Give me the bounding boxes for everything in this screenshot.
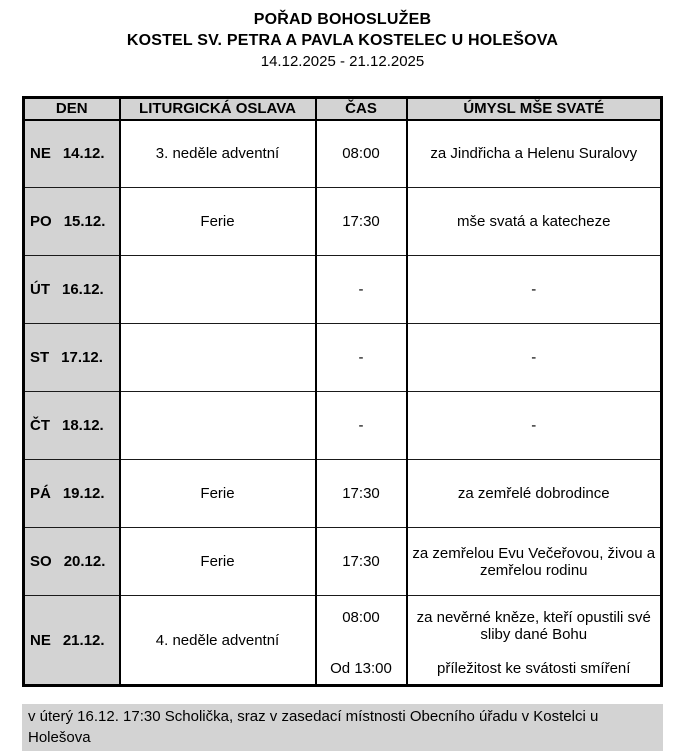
celebration-cell: 3. neděle adventní — [120, 120, 316, 188]
day-cell — [24, 256, 120, 324]
celebration-cell: Ferie — [120, 188, 316, 256]
intention-cell: - — [407, 324, 662, 392]
table-row-ne-14 — [24, 120, 662, 188]
day-abbr: NE — [30, 631, 51, 649]
time-cell — [316, 596, 407, 686]
day-date: 20.12. — [63, 553, 106, 570]
column-header-umysl: ÚMYSL MŠE SVATÉ — [407, 98, 662, 120]
time-cell: 08:00 — [316, 120, 407, 188]
day-cell — [24, 528, 120, 596]
time-cell: 17:30 — [316, 528, 407, 596]
celebration-cell — [120, 392, 316, 460]
intention-cell: mše svatá a katecheze — [407, 188, 662, 256]
table-row-ne-21 — [24, 596, 662, 686]
day-date: 14.12. — [62, 145, 105, 163]
table-row-po-15 — [24, 188, 662, 256]
day-cell — [24, 392, 120, 460]
footer-announcement: v úterý 16.12. 17:30 Scholička, sraz v zasedací místnosti Obecního úřadu v Kostelci u Holešova — [22, 704, 663, 751]
day-abbr: SO — [30, 553, 52, 570]
day-date: 21.12. — [62, 631, 105, 649]
time-cell: - — [316, 392, 407, 460]
intention-cell: za zemřelou Evu Večeřovou, živou a zemřelou rodinu — [407, 528, 662, 596]
day-abbr: PO — [30, 213, 52, 230]
column-header-liturgicka-oslava: LITURGICKÁ OSLAVA — [120, 98, 316, 120]
column-header-den: DEN — [24, 98, 120, 120]
day-date: 15.12. — [63, 213, 106, 230]
day-cell — [24, 596, 120, 686]
intention-cell — [407, 596, 662, 686]
document-title: POŘAD BOHOSLUŽEB — [253, 11, 432, 28]
church-name: KOSTEL SV. PETRA A PAVLA KOSTELEC U HOLEŠOVA — [126, 32, 559, 49]
day-cell — [24, 188, 120, 256]
intention-cell: za zemřelé dobrodince — [407, 460, 662, 528]
table-row-st-17 — [24, 324, 662, 392]
time-cell: - — [316, 324, 407, 392]
time-cell: - — [316, 256, 407, 324]
day-cell — [24, 324, 120, 392]
day-date: 16.12. — [62, 281, 104, 298]
celebration-cell: 4. neděle adventní — [120, 596, 316, 686]
day-abbr: PÁ — [30, 485, 51, 502]
table-row-ut-16 — [24, 256, 662, 324]
celebration-cell — [120, 256, 316, 324]
column-header-cas: ČAS — [316, 98, 407, 120]
table-row-pa-19 — [24, 460, 662, 528]
time-afternoon: Od 13:00 — [330, 660, 392, 677]
celebration-cell: Ferie — [120, 460, 316, 528]
intention-afternoon: příležitost ke svátosti smíření — [437, 660, 631, 677]
document-header — [0, 0, 685, 72]
day-date: 19.12. — [62, 485, 105, 502]
date-range: 14.12.2025 - 21.12.2025 — [260, 53, 425, 70]
table-row-ct-18 — [24, 392, 662, 460]
table-header-row — [24, 98, 662, 120]
intention-morning: za nevěrné kněze, kteří opustili své sliby dané Bohu — [416, 609, 651, 643]
day-date: 18.12. — [62, 417, 104, 434]
time-morning: 08:00 — [342, 609, 380, 626]
day-cell — [24, 460, 120, 528]
intention-cell: - — [407, 256, 662, 324]
day-abbr: ÚT — [30, 281, 50, 298]
day-cell — [24, 120, 120, 188]
intention-cell: - — [407, 392, 662, 460]
day-abbr: ČT — [30, 417, 50, 434]
time-cell: 17:30 — [316, 460, 407, 528]
celebration-cell: Ferie — [120, 528, 316, 596]
day-abbr: ST — [30, 349, 50, 366]
day-date: 17.12. — [61, 349, 103, 366]
intention-cell: za Jindřicha a Helenu Suralovy — [407, 120, 662, 188]
table-row-so-20 — [24, 528, 662, 596]
schedule-table — [22, 96, 663, 687]
celebration-cell — [120, 324, 316, 392]
day-abbr: NE — [30, 145, 51, 163]
time-cell: 17:30 — [316, 188, 407, 256]
